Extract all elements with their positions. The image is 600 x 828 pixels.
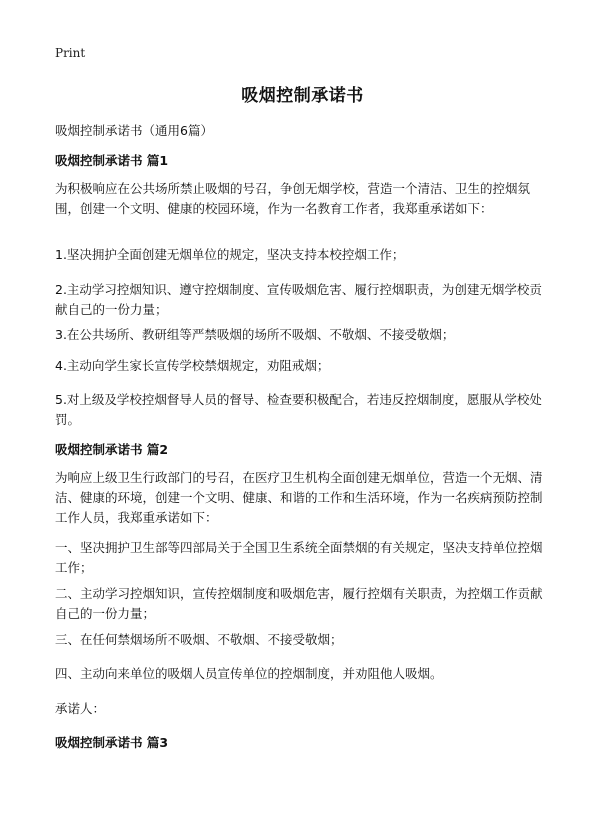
print-link[interactable]: Print: [55, 46, 86, 60]
section-2-item-4: 四、主动向来单位的吸烟人员宣传单位的控烟制度，并劝阻他人吸烟。: [55, 666, 443, 681]
section-1-item-2: 2.主动学习控烟知识、遵守控烟制度、宣传吸烟危害、履行控烟职责，为创建无烟学校贡献自己的一份力量；: [55, 282, 542, 317]
section-2-item-2: 二、主动学习控烟知识，宣传控烟制度和吸烟危害，履行控烟有关职责，为控烟工作贡献自己的一份力量；: [55, 586, 543, 621]
section-2-heading: 吸烟控制承诺书 篇2: [55, 442, 169, 457]
section-2-item-3: 三、在任何禁烟场所不吸烟、不敬烟、不接受敬烟；: [55, 632, 343, 647]
section-1-heading: 吸烟控制承诺书 篇1: [55, 153, 169, 168]
section-2-signature: 承诺人：: [55, 701, 106, 716]
document-subtitle: 吸烟控制承诺书（通用6篇）: [55, 123, 213, 138]
section-2-item-1: 一、坚决拥护卫生部等四部局关于全国卫生系统全面禁烟的有关规定，坚决支持单位控烟工作；: [55, 540, 543, 575]
section-1-intro: 为积极响应在公共场所禁止吸烟的号召，争创无烟学校，营造一个清洁、卫生的控烟氛围，创建一个文明、健康的校园环境，作为一名教育工作者，我郑重承诺如下：: [55, 181, 531, 216]
document-title: 吸烟控制承诺书: [241, 86, 364, 106]
section-1-item-5: 5.对上级及学校控烟督导人员的督导、检查要积极配合，若违反控烟制度，愿服从学校处罚。: [55, 392, 542, 427]
section-1-item-4: 4.主动向学生家长宣传学校禁烟规定，劝阻戒烟；: [55, 358, 330, 373]
section-1-item-3: 3.在公共场所、教研组等严禁吸烟的场所不吸烟、不敬烟、不接受敬烟；: [55, 327, 455, 342]
section-3-heading: 吸烟控制承诺书 篇3: [55, 735, 169, 750]
section-1-item-1: 1.坚决拥护全面创建无烟单位的规定，坚决支持本校控烟工作；: [55, 247, 405, 262]
section-2-intro: 为响应上级卫生行政部门的号召，在医疗卫生机构全面创建无烟单位，营造一个无烟、清洁、健康的环境，创建一个文明、健康、和谐的工作和生活环境，作为一名疾病预防控制工作人员，我郑重承诺如下：: [55, 470, 543, 525]
